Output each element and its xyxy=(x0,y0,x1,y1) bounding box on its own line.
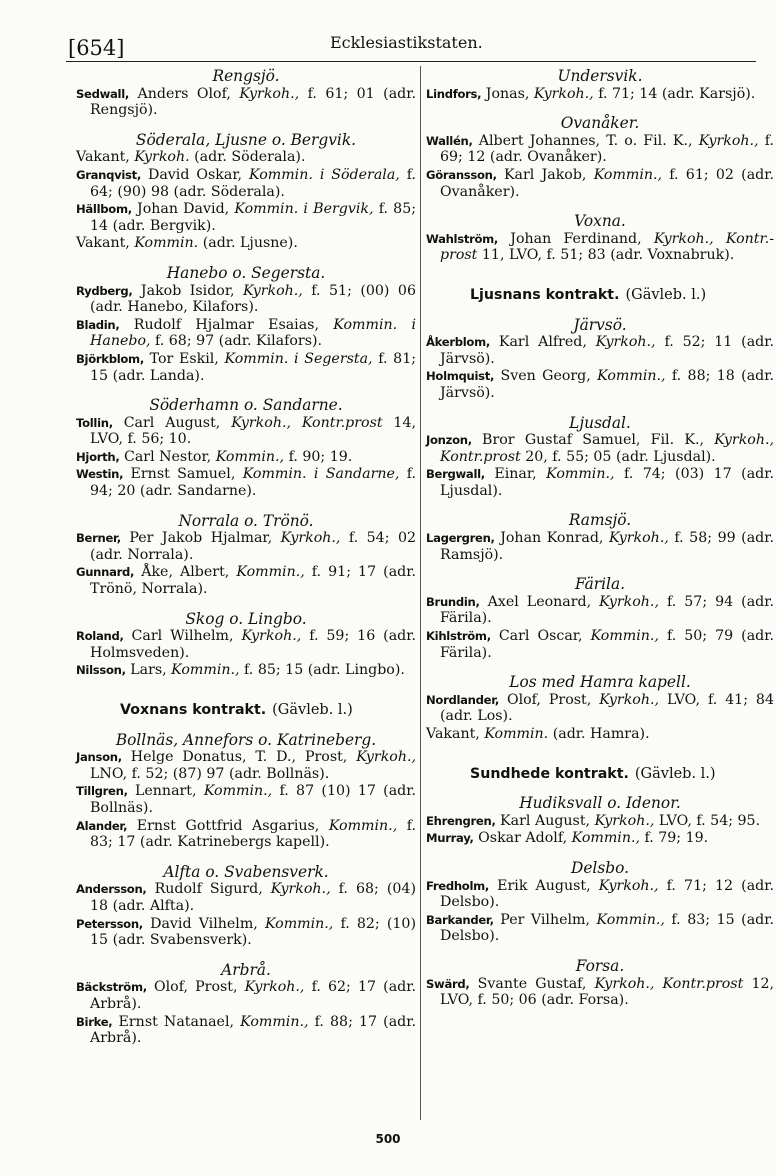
clergy-entry: Vakant, Kommin. (adr. Hamra). xyxy=(426,726,650,742)
clergy-name: Lindfors, xyxy=(426,86,482,101)
parish-heading: Forsa. xyxy=(575,956,625,975)
clergy-title: Kommin., xyxy=(590,628,659,645)
clergy-entry: Roland, Carl Wilhelm, Kyrkoh., f. 59; 16 (adr. Holmsveden). xyxy=(76,628,416,661)
clergy-name: Fredholm, xyxy=(426,878,490,893)
clergy-name: Lagergren, xyxy=(426,531,495,546)
contract-title: Ljusnans kontrakt. xyxy=(470,286,620,303)
clergy-title: Kyrkoh., Kontr.-prost xyxy=(440,230,775,264)
clergy-entry: Petersson, David Vilhelm, Kommin., f. 82; (10) 15 (adr. Svabensverk). xyxy=(76,915,416,949)
clergy-name: Göransson, xyxy=(426,167,497,182)
clergy-name: Ehrengren, xyxy=(426,813,496,828)
clergy-name: Holmquist, xyxy=(426,369,495,384)
clergy-entry: Ehrengren, Karl August, Kyrkoh., LVO, f. 54; 95. xyxy=(426,812,761,829)
contract-region: (Gävleb. l.) xyxy=(625,286,707,303)
clergy-entry: Westin, Ernst Samuel, Kommin. i Sandarne, f. 94; 20 (adr. Sandarne). xyxy=(76,466,417,500)
page-number: [654] xyxy=(68,36,125,60)
right-column xyxy=(426,66,774,1010)
clergy-title: Kyrkoh., xyxy=(599,593,659,610)
clergy-name: Wallén, xyxy=(426,133,473,148)
clergy-entry: Bergwall, Einar, Kommin., f. 74; (03) 17 (adr. Ljusdal). xyxy=(426,466,774,499)
clergy-name: Granqvist, xyxy=(76,167,141,182)
clergy-title: Kommin., xyxy=(236,564,305,581)
contract-heading xyxy=(76,702,416,719)
clergy-entry: Rydberg, Jakob Isidor, Kyrkoh., f. 51; (00) 06 (adr. Hanebo, Kilafors). xyxy=(76,282,416,316)
clergy-title: Kyrkoh., xyxy=(533,85,594,102)
clergy-title: Kyrkoh., Kontr.prost xyxy=(594,975,744,992)
clergy-title: Kyrkoh., xyxy=(356,749,416,766)
clergy-entry: Holmquist, Sven Georg, Kommin., f. 88; 18 (adr. Järvsö). xyxy=(426,368,774,401)
clergy-entry: Swärd, Svante Gustaf, Kyrkoh., Kontr.prost 12, LVO, f. 50; 06 (adr. Forsa). xyxy=(426,975,775,1009)
clergy-title: Kommin., xyxy=(171,662,240,679)
clergy-title: Kommin. i Sandarne, xyxy=(242,466,400,483)
clergy-entry: Åkerblom, Karl Alfred, Kyrkoh., f. 52; 11 (adr. Järvsö). xyxy=(426,334,774,367)
contract-region: (Gävleb. l.) xyxy=(272,702,353,718)
clergy-entry: Barkander, Per Vilhelm, Kommin., f. 83; 15 (adr. Delsbo). xyxy=(426,911,774,945)
left-column xyxy=(76,66,416,1048)
clergy-entry: Andersson, Rudolf Sigurd, Kyrkoh., f. 68; (04) 18 (adr. Alfta). xyxy=(76,881,416,914)
clergy-title: Kyrkoh., xyxy=(239,85,300,102)
contract-heading xyxy=(426,287,774,304)
clergy-name: Nilsson, xyxy=(76,663,126,678)
contract-title: Voxnans kontrakt. xyxy=(120,702,267,718)
running-title: Ecklesiastikstaten. xyxy=(330,33,483,52)
clergy-name: Janson, xyxy=(76,750,122,765)
clergy-entry: Gunnard, Åke, Albert, Kommin., f. 91; 17 (adr. Trönö, Norrala). xyxy=(76,564,416,598)
clergy-name: Åkerblom, xyxy=(426,335,490,350)
clergy-entry: Berner, Per Jakob Hjalmar, Kyrkoh., f. 54; 02 (adr. Norrala). xyxy=(76,530,417,563)
clergy-title: Kommin., xyxy=(571,830,640,847)
clergy-title: Kyrkoh., xyxy=(598,877,659,894)
clergy-title: Kyrkoh., xyxy=(270,881,331,898)
clergy-entry: Vakant, Kommin. (adr. Ljusne). xyxy=(76,235,298,252)
clergy-entry: Nilsson, Lars, Kommin., f. 85; 15 (adr. Lingbo). xyxy=(76,662,405,679)
clergy-title: Kommin. i Söderala, xyxy=(249,166,400,183)
parish-heading: Ovanåker. xyxy=(560,114,640,133)
clergy-title: Kommin., xyxy=(215,448,285,465)
clergy-title: Kommin., xyxy=(597,368,666,385)
clergy-title: Kommin. i Bergvik, xyxy=(234,201,374,218)
clergy-entry: Janson, Helge Donatus, T. D., Prost, Kyrkoh., LNO, f. 52; (87) 97 (adr. Bollnäs). xyxy=(76,749,416,782)
clergy-title: Kyrkoh., xyxy=(243,282,303,299)
clergy-entry: Björkblom, Tor Eskil, Kommin. i Segersta, f. 81; 15 (adr. Landa). xyxy=(76,350,417,384)
parish-heading: Söderala, Ljusne o. Bergvik. xyxy=(135,130,357,149)
clergy-name: Bäckström, xyxy=(76,980,147,995)
parish-heading: Färila. xyxy=(574,575,626,594)
clergy-entry: Vakant, Kyrkoh. (adr. Söderala). xyxy=(76,149,306,166)
clergy-name: Hällbom, xyxy=(76,202,132,217)
parish-heading: Ljusdal. xyxy=(569,413,631,432)
clergy-name: Westin, xyxy=(76,467,124,482)
parish-heading: Skog o. Lingbo. xyxy=(185,609,307,628)
clergy-entry: Fredholm, Erik August, Kyrkoh., f. 71; 12 (adr. Delsbo). xyxy=(426,877,774,911)
clergy-entry: Nordlander, Olof, Prost, Kyrkoh., LVO, f. 41; 84 (adr. Los). xyxy=(426,691,774,725)
clergy-title: Kommin., xyxy=(328,817,398,834)
clergy-name: Tollin, xyxy=(76,415,113,430)
clergy-name: Rydberg, xyxy=(76,283,133,298)
clergy-entry: Wallén, Albert Johannes, T. o. Fil. K., Kyrkoh., f. 69; 12 (adr. Ovanåker). xyxy=(426,132,775,166)
clergy-name: Swärd, xyxy=(426,976,470,991)
clergy-entry: Birke, Ernst Natanael, Kommin., f. 88; 17 (adr. Arbrå). xyxy=(76,1013,416,1047)
clergy-entry: Göransson, Karl Jakob, Kommin., f. 61; 02 (adr. Ovanåker). xyxy=(426,166,774,200)
parish-heading: Arbrå. xyxy=(221,960,271,979)
clergy-name: Birke, xyxy=(76,1014,113,1029)
clergy-name: Wahlström, xyxy=(426,231,499,246)
header-rule xyxy=(66,61,756,62)
clergy-title: Kyrkoh., xyxy=(595,334,656,351)
clergy-title: Kyrkoh., xyxy=(241,628,302,645)
clergy-name: Bergwall, xyxy=(426,467,485,482)
clergy-entry: Kihlström, Carl Oscar, Kommin., f. 50; 79 (adr. Färila). xyxy=(426,628,774,661)
clergy-title: Kommin., xyxy=(203,783,273,800)
clergy-entry: Alander, Ernst Gottfrid Asgarius, Kommin., f. 83; 17 (adr. Katrinebergs kapell). xyxy=(76,817,417,851)
clergy-entry: Hjorth, Carl Nestor, Kommin., f. 90; 19. xyxy=(76,448,353,465)
clergy-name: Sedwall, xyxy=(76,86,129,101)
parish-heading: Järvsö. xyxy=(573,315,627,334)
clergy-title: Kommin. i Hanebo, xyxy=(90,316,416,350)
clergy-entry: Brundin, Axel Leonard, Kyrkoh., f. 57; 94 (adr. Färila). xyxy=(426,593,774,627)
clergy-title: Kommin., xyxy=(264,915,334,932)
footer-page-number: 500 xyxy=(375,1132,401,1146)
clergy-name: Roland, xyxy=(76,629,124,644)
clergy-title: Kommin. xyxy=(484,726,549,742)
clergy-name: Berner, xyxy=(76,531,121,546)
clergy-name: Jonzon, xyxy=(426,433,472,448)
parish-heading: Hudiksvall o. Idenor. xyxy=(519,794,681,813)
clergy-name: Andersson, xyxy=(76,882,147,897)
clergy-entry: Tillgren, Lennart, Kommin., f. 87 (10) 17 (adr. Bollnäs). xyxy=(76,783,416,816)
contract-heading xyxy=(426,766,774,783)
clergy-title: Kommin., xyxy=(240,1013,309,1030)
clergy-title: Kyrkoh., xyxy=(594,812,655,829)
clergy-entry: Hällbom, Johan David, Kommin. i Bergvik, f. 85; 14 (adr. Bergvik). xyxy=(76,201,416,234)
clergy-name: Björkblom, xyxy=(76,351,144,366)
clergy-entry: Wahlström, Johan Ferdinand, Kyrkoh., Kontr.-prost 11, LVO, f. 51; 83 (adr. Voxnabruk). xyxy=(426,230,775,264)
clergy-entry: Granqvist, David Oskar, Kommin. i Söderala, f. 64; (90) 98 (adr. Söderala). xyxy=(76,166,416,200)
clergy-title: Kommin., xyxy=(596,911,665,928)
clergy-title: Kyrkoh., xyxy=(609,530,669,547)
clergy-title: Kyrkoh., Kontr.prost xyxy=(440,432,774,465)
clergy-entry: Bladin, Rudolf Hjalmar Esaias, Kommin. i Hanebo, f. 68; 97 (adr. Kilafors). xyxy=(76,316,416,350)
clergy-title: Kyrkoh., Kontr.prost xyxy=(231,414,383,431)
clergy-name: Petersson, xyxy=(76,916,143,931)
clergy-title: Kommin., xyxy=(593,166,663,183)
parish-heading: Los med Hamra kapell. xyxy=(509,673,691,692)
contract-title: Sundhede kontrakt. xyxy=(470,765,629,782)
contract-region: (Gävleb. l.) xyxy=(634,765,716,782)
parish-heading: Hanebo o. Segersta. xyxy=(166,263,326,282)
clergy-entry: Jonzon, Bror Gustaf Samuel, Fil. K., Kyrkoh., Kontr.prost 20, f. 55; 05 (adr. Ljusdal). xyxy=(426,432,774,465)
clergy-title: Kyrkoh., xyxy=(698,132,759,149)
clergy-name: Tillgren, xyxy=(76,784,128,799)
clergy-title: Kyrkoh., xyxy=(599,691,659,708)
clergy-name: Gunnard, xyxy=(76,565,135,580)
clergy-title: Kyrkoh., xyxy=(244,979,305,996)
clergy-name: Murray, xyxy=(426,831,474,846)
clergy-name: Kihlström, xyxy=(426,629,491,644)
clergy-title: Kommin. xyxy=(134,235,199,252)
parish-heading: Voxna. xyxy=(574,212,626,231)
parish-heading: Söderhamn o. Sandarne. xyxy=(149,396,343,415)
clergy-name: Alander, xyxy=(76,818,128,833)
clergy-entry: Lindfors, Jonas, Kyrkoh., f. 71; 14 (adr. Karsjö). xyxy=(426,85,756,102)
column-divider xyxy=(420,66,421,1120)
clergy-name: Brundin, xyxy=(426,594,480,609)
clergy-entry: Sedwall, Anders Olof, Kyrkoh., f. 61; 01 (adr. Rengsjö). xyxy=(76,85,416,119)
clergy-entry: Murray, Oskar Adolf, Kommin., f. 79; 19. xyxy=(426,830,709,847)
parish-heading: Delsbo. xyxy=(570,858,629,877)
parish-heading: Rengsjö. xyxy=(212,67,280,85)
parish-heading: Bollnäs, Annefors o. Katrineberg. xyxy=(115,730,377,749)
parish-heading: Norrala o. Trönö. xyxy=(178,511,314,530)
clergy-title: Kommin. i Segersta, xyxy=(224,350,373,367)
clergy-entry: Bäckström, Olof, Prost, Kyrkoh., f. 62; 17 (adr. Arbrå). xyxy=(76,979,416,1012)
parish-heading: Undersvik. xyxy=(557,67,643,85)
clergy-title: Kyrkoh., xyxy=(280,530,341,547)
clergy-title: Kyrkoh. xyxy=(134,149,190,166)
parish-heading: Alfta o. Svabensverk. xyxy=(163,862,329,881)
parish-heading: Ramsjö. xyxy=(568,511,632,530)
clergy-name: Hjorth, xyxy=(76,449,120,464)
clergy-name: Nordlander, xyxy=(426,692,500,707)
clergy-name: Barkander, xyxy=(426,912,494,927)
clergy-name: Bladin, xyxy=(76,317,120,332)
clergy-entry: Tollin, Carl August, Kyrkoh., Kontr.prost 14, LVO, f. 56; 10. xyxy=(76,414,416,448)
clergy-title: Kommin., xyxy=(546,466,615,483)
clergy-entry: Lagergren, Johan Konrad, Kyrkoh., f. 58; 99 (adr. Ramsjö). xyxy=(426,530,774,563)
